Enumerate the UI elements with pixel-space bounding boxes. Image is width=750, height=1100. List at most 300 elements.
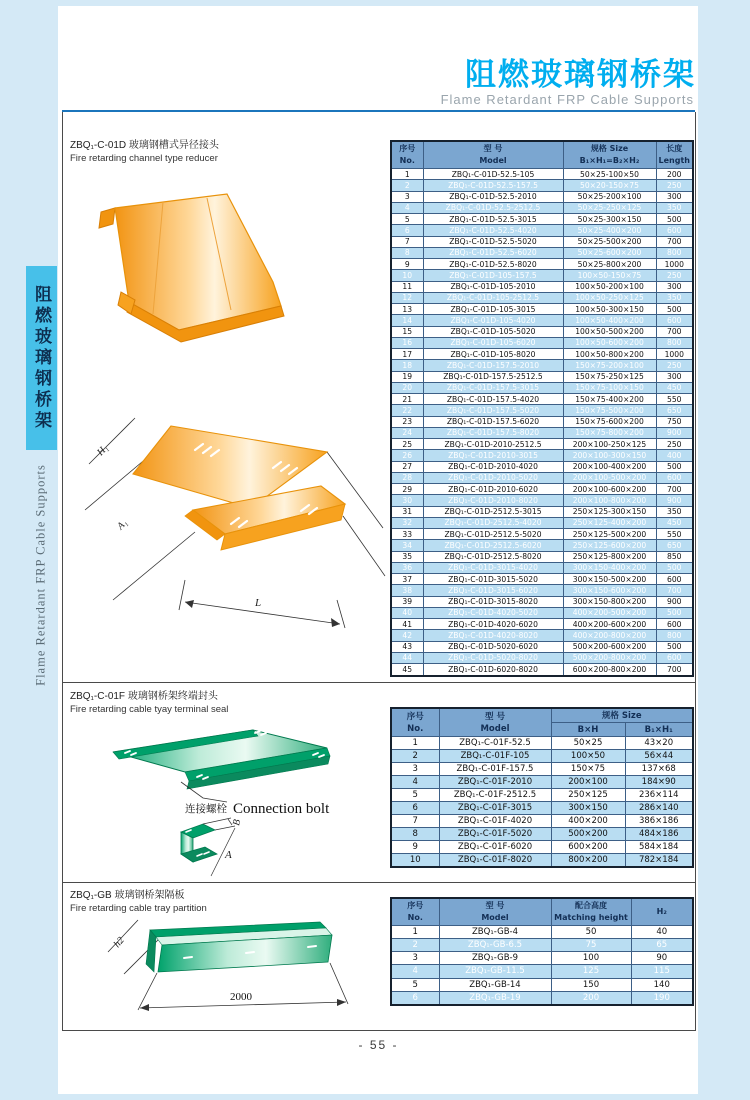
table-cell: 34 (391, 540, 423, 551)
table-cell: ZBQ₁-GB-19 (439, 991, 551, 1005)
callout-cn: 连接螺栓 (185, 803, 227, 815)
col-no (391, 141, 423, 169)
table-cell: 250×125-600×200 (563, 540, 656, 551)
table-cell: 700 (656, 236, 693, 247)
table-cell: ZBQ₁-GB-11.5 (439, 965, 551, 978)
table-cell: 200×100-300×150 (563, 450, 656, 461)
table-cell: 14 (391, 315, 423, 326)
table-row (391, 236, 693, 247)
table-cell: 782×184 (625, 853, 693, 867)
header-text: 序号 (407, 901, 424, 910)
table-cell: 10 (391, 270, 423, 281)
table-row (391, 619, 693, 630)
col-bh: B×H (551, 723, 625, 737)
table-row (391, 762, 693, 775)
table-row (391, 371, 693, 382)
table-cell: 190 (631, 991, 693, 1005)
table-cell: 90 (631, 952, 693, 965)
section3-title-en: Fire retarding cable tray partition (70, 903, 207, 914)
table-cell: 300×150-500×200 (563, 574, 656, 585)
table-cell: 31 (391, 506, 423, 517)
table-cell: 19 (391, 371, 423, 382)
table-row (391, 585, 693, 596)
table-cell: 13 (391, 304, 423, 315)
table-cell: 550 (656, 394, 693, 405)
table-cell: ZBQ₁-C-01D-2512.5-5020 (423, 529, 563, 540)
table-cell: 150×75-800×200 (563, 427, 656, 438)
table-cell: 700 (656, 664, 693, 677)
table-cell: 800×200 (551, 853, 625, 867)
table-header-row (391, 708, 693, 723)
terminal-seal-drawing (85, 722, 390, 880)
table-cell: ZBQ₁-C-01D-157.5-8020 (423, 427, 563, 438)
table-cell: ZBQ₁-C-01D-52.5-105 (423, 169, 563, 180)
table-cell: 6 (391, 801, 439, 814)
table-row (391, 495, 693, 506)
table-cell: 32 (391, 517, 423, 528)
table-cell: 200×100-500×200 (563, 472, 656, 483)
table-cell: ZBQ₁-C-01F-2010 (439, 775, 551, 788)
table-cell: 3 (391, 952, 439, 965)
table-cell: 26 (391, 450, 423, 461)
table-cell: ZBQ₁-C-01D-2512.5-4020 (423, 517, 563, 528)
table-cell: 800 (656, 630, 693, 641)
table-cell: ZBQ₁-C-01D-5020-6020 (423, 641, 563, 652)
table-cell: 150×75-500×200 (563, 405, 656, 416)
table-cell: 500 (656, 641, 693, 652)
table-cell: 8 (391, 247, 423, 258)
table-cell: 400×200-600×200 (563, 619, 656, 630)
table-row (391, 664, 693, 677)
dim-label-h1: H₁ (95, 442, 111, 459)
table-cell: 550 (656, 529, 693, 540)
table-cell: 7 (391, 814, 439, 827)
table-cell: 900 (656, 596, 693, 607)
table-row (391, 439, 693, 450)
table-cell: 30 (391, 495, 423, 506)
col-b1h1: B₁×H₁ (625, 723, 693, 737)
reducer-dimension-drawing (75, 412, 385, 637)
table-cell: 250×125-800×200 (563, 551, 656, 562)
page-title: 阻燃玻璃钢桥架 (465, 57, 696, 92)
arrowhead (331, 618, 340, 627)
table-cell: 250 (656, 270, 693, 281)
table-row (391, 360, 693, 371)
table-cell: ZBQ₁-C-01D-4020-5020 (423, 607, 563, 618)
reducer-spec-table (390, 140, 694, 677)
table-cell: 286×140 (625, 801, 693, 814)
table-row (391, 427, 693, 438)
table-cell: 150×75-200×100 (563, 360, 656, 371)
page-subtitle: Flame Retardant FRP Cable Supports (440, 92, 694, 107)
table-cell: ZBQ₁-C-01F-3015 (439, 801, 551, 814)
table-cell: 300×150-800×200 (563, 596, 656, 607)
table-cell: 37 (391, 574, 423, 585)
table-cell: 4 (391, 775, 439, 788)
table-cell: 600 (656, 225, 693, 236)
table-cell: ZBQ₁-C-01F-105 (439, 749, 551, 762)
header-text: 规格 Size (590, 144, 629, 153)
table-row (391, 191, 693, 202)
table-cell: ZBQ₁-C-01D-3015-5020 (423, 574, 563, 585)
table-cell: 600 (656, 574, 693, 585)
table-cell: 236×114 (625, 788, 693, 801)
header-text: 型 号 (485, 901, 505, 910)
table-cell: ZBQ₁-C-01D-3015-8020 (423, 596, 563, 607)
section-divider-2 (62, 882, 695, 883)
sidebar-title-cn: 阻燃玻璃钢桥架 (26, 266, 57, 450)
arrowhead (140, 1004, 149, 1011)
table-cell: ZBQ₁-C-01F-8020 (439, 853, 551, 867)
table-cell: ZBQ₁-C-01F-52.5 (439, 737, 551, 750)
table-cell: ZBQ₁-C-01D-3015-6020 (423, 585, 563, 596)
table-cell: 200 (551, 991, 631, 1005)
table-cell: ZBQ₁-C-01D-105-5020 (423, 326, 563, 337)
col-length (656, 141, 693, 169)
table-row (391, 749, 693, 762)
table-cell: ZBQ₁-C-01D-157.5-2010 (423, 360, 563, 371)
table-cell: 50×25-600×200 (563, 247, 656, 258)
table-cell: 44 (391, 652, 423, 663)
table-row (391, 801, 693, 814)
table-cell: 9 (391, 259, 423, 270)
table-cell: 17 (391, 349, 423, 360)
table-cell: ZBQ₁-C-01D-2010-6020 (423, 484, 563, 495)
col-size (563, 141, 656, 169)
table-cell: ZBQ₁-GB-14 (439, 978, 551, 991)
table-cell: 2 (391, 180, 423, 191)
table-row (391, 394, 693, 405)
table-cell: 500 (656, 562, 693, 573)
header-text: 序号 (399, 144, 416, 153)
table-cell: 300×150-600×200 (563, 585, 656, 596)
table-cell: ZBQ₁-C-01D-52.5-6020 (423, 247, 563, 258)
table-cell: 600×200 (551, 840, 625, 853)
table-cell: 100×50-800×200 (563, 349, 656, 360)
table-cell: 400×200-800×200 (563, 630, 656, 641)
table-cell: ZBQ₁-C-01D-2512.5-8020 (423, 551, 563, 562)
table-cell: 115 (631, 965, 693, 978)
table-cell: 600 (656, 652, 693, 663)
table-cell: ZBQ₁-C-01D-2512.5-3015 (423, 506, 563, 517)
table-cell: 1 (391, 169, 423, 180)
table-cell: 4 (391, 965, 439, 978)
col-size-group: 规格 Size (551, 708, 693, 723)
header-text: Model (481, 913, 509, 922)
table-cell: 2 (391, 749, 439, 762)
table-cell: 41 (391, 619, 423, 630)
table-row (391, 315, 693, 326)
table-cell: 5 (391, 978, 439, 991)
table-row (391, 965, 693, 978)
table-cell: 800 (656, 337, 693, 348)
table-cell: 850 (656, 551, 693, 562)
section1-title (70, 139, 219, 165)
table-cell: 43 (391, 641, 423, 652)
table-cell: 200×100-250×125 (563, 439, 656, 450)
table-cell: ZBQ₁-C-01D-105-2010 (423, 281, 563, 292)
section1-title-cn: ZBQ₁-C-01D 玻璃钢槽式异径接头 (70, 140, 219, 151)
table-header-row (391, 898, 693, 926)
table-row (391, 259, 693, 270)
table-cell: 500×200-800×200 (563, 652, 656, 663)
col-model (439, 898, 551, 926)
table-cell: ZBQ₁-C-01D-2010-2512.5 (423, 439, 563, 450)
col-h2: H₂ (631, 898, 693, 926)
table-cell: ZBQ₁-C-01D-52.5-2512.5 (423, 202, 563, 213)
table-cell: 350 (656, 292, 693, 303)
table-cell: ZBQ₁-C-01F-2512.5 (439, 788, 551, 801)
table-cell: 29 (391, 484, 423, 495)
table-cell: ZBQ₁-C-01D-2010-5020 (423, 472, 563, 483)
table-cell: 40 (631, 926, 693, 939)
dim-label-b: B (231, 818, 244, 827)
table-cell: 33 (391, 529, 423, 540)
table-row (391, 788, 693, 801)
table-row (391, 775, 693, 788)
table-cell: 1000 (656, 259, 693, 270)
table-cell: ZBQ₁-C-01D-157.5-2512.5 (423, 371, 563, 382)
table-cell: 50×25-100×50 (563, 169, 656, 180)
table-cell: 23 (391, 416, 423, 427)
section3-title-cn: ZBQ₁-GB 玻璃钢桥架隔板 (70, 890, 185, 901)
table-cell: 100×50-200×100 (563, 281, 656, 292)
table-cell: 24 (391, 427, 423, 438)
table-cell: 22 (391, 405, 423, 416)
table-cell: 42 (391, 630, 423, 641)
header-text: Matching height (554, 913, 628, 922)
table-row (391, 562, 693, 573)
table-row (391, 270, 693, 281)
table-cell: ZBQ₁-GB-4 (439, 926, 551, 939)
table-cell: ZBQ₁-C-01F-4020 (439, 814, 551, 827)
section-divider-1 (62, 682, 695, 683)
table-cell: 300 (656, 371, 693, 382)
table-cell: 600 (656, 472, 693, 483)
table-row (391, 225, 693, 236)
table-cell: 484×186 (625, 827, 693, 840)
table-cell: ZBQ₁-C-01D-157.5-6020 (423, 416, 563, 427)
header-text: No. (407, 723, 424, 734)
table-cell: ZBQ₁-C-01D-157.5-4020 (423, 394, 563, 405)
table-cell: 584×184 (625, 840, 693, 853)
table-row (391, 461, 693, 472)
header-text: 序号 (406, 711, 424, 722)
table-cell: ZBQ₁-C-01D-52.5-157.5 (423, 180, 563, 191)
section3-title (70, 889, 207, 915)
header-text: Model (479, 156, 507, 165)
section1-title-en: Fire retarding channel type reducer (70, 153, 218, 164)
table-cell: 50×25 (551, 737, 625, 750)
table-cell: 1 (391, 926, 439, 939)
table-cell: 50×25-200×100 (563, 191, 656, 202)
table-cell: 75 (551, 939, 631, 952)
table-row (391, 574, 693, 585)
table-row (391, 814, 693, 827)
table-cell: 600×200-800×200 (563, 664, 656, 677)
table-cell: 25 (391, 439, 423, 450)
table-cell: 5 (391, 214, 423, 225)
table-row (391, 180, 693, 191)
col-no (391, 708, 439, 737)
table-cell: ZBQ₁-C-01D-52.5-3015 (423, 214, 563, 225)
col-matching-height (551, 898, 631, 926)
table-cell: 500 (656, 461, 693, 472)
table-cell: ZBQ₁-GB-9 (439, 952, 551, 965)
table-cell: 500×200 (551, 827, 625, 840)
table-cell: 150×75-100×150 (563, 382, 656, 393)
reducer-flange-top (99, 208, 115, 228)
table-row (391, 349, 693, 360)
table-row (391, 326, 693, 337)
table-cell: 140 (631, 978, 693, 991)
table-cell: 9 (391, 840, 439, 853)
table-cell: 18 (391, 360, 423, 371)
table-row (391, 405, 693, 416)
table-cell: 100×50-300×150 (563, 304, 656, 315)
table-cell: 750 (656, 416, 693, 427)
table-cell: 36 (391, 562, 423, 573)
table-row (391, 991, 693, 1005)
table-cell: 150×75 (551, 762, 625, 775)
table-cell: 150×75-600×200 (563, 416, 656, 427)
table-cell: 650 (656, 405, 693, 416)
table-cell: 600 (656, 619, 693, 630)
table-cell: 150 (551, 978, 631, 991)
table-row (391, 652, 693, 663)
table-cell: 400 (656, 450, 693, 461)
header-text: Length (658, 156, 690, 165)
table-cell: 100 (551, 952, 631, 965)
table-row (391, 484, 693, 495)
table-cell: ZBQ₁-C-01D-105-6020 (423, 337, 563, 348)
table-cell: 450 (656, 382, 693, 393)
table-cell: 5 (391, 788, 439, 801)
table-cell: 100×50-250×125 (563, 292, 656, 303)
table-cell: 800 (656, 247, 693, 258)
table-cell: ZBQ₁-C-01D-3015-4020 (423, 562, 563, 573)
table-row (391, 169, 693, 180)
table-cell: 11 (391, 281, 423, 292)
page-number: - 55 - (358, 1038, 399, 1052)
table-cell: 100×50 (551, 749, 625, 762)
section2-title-cn: ZBQ₁-C-01F 玻璃钢桥架终端封头 (70, 691, 218, 702)
table-cell: 1 (391, 737, 439, 750)
table-cell: ZBQ₁-GB-6.5 (439, 939, 551, 952)
table-cell: 50×25-800×200 (563, 259, 656, 270)
table-cell: 6 (391, 991, 439, 1005)
sidebar-title-en-text: Flame Retardant FRP Cable Supports (33, 464, 48, 686)
table-cell: 4 (391, 202, 423, 213)
table-cell: 386×186 (625, 814, 693, 827)
table-cell: 250 (656, 180, 693, 191)
table-cell: 50×25-300×150 (563, 214, 656, 225)
table-cell: 500 (656, 607, 693, 618)
table-cell: 28 (391, 472, 423, 483)
table-cell: 200 (656, 169, 693, 180)
table-cell: ZBQ₁-C-01D-2010-8020 (423, 495, 563, 506)
table-row (391, 506, 693, 517)
table-row (391, 202, 693, 213)
table-cell: 10 (391, 853, 439, 867)
table-cell: ZBQ₁-C-01D-2010-3015 (423, 450, 563, 461)
table-cell: 300 (656, 191, 693, 202)
table-cell: 350 (656, 202, 693, 213)
table-cell: 650 (656, 540, 693, 551)
dim-label-a1: A₁ (115, 517, 130, 533)
table-cell: 56×44 (625, 749, 693, 762)
table-cell: 500 (656, 304, 693, 315)
table-cell: 43×20 (625, 737, 693, 750)
table-cell: ZBQ₁-C-01D-52.5-4020 (423, 225, 563, 236)
header-text: No. (407, 913, 423, 922)
table-row (391, 596, 693, 607)
table-cell: 100×50-500×200 (563, 326, 656, 337)
table-cell: 3 (391, 762, 439, 775)
table-cell: 900 (656, 495, 693, 506)
table-cell: 200×100-800×200 (563, 495, 656, 506)
table-cell: 184×90 (625, 775, 693, 788)
table-cell: 250 (656, 439, 693, 450)
table-cell: 700 (656, 585, 693, 596)
table-cell: 20 (391, 382, 423, 393)
col-model (423, 141, 563, 169)
table-cell: 600 (656, 315, 693, 326)
table-cell: 700 (656, 484, 693, 495)
dim-label-a: A (225, 849, 232, 861)
section2-title (70, 690, 228, 716)
table-cell: 12 (391, 292, 423, 303)
arrowhead (185, 600, 194, 608)
table-cell: ZBQ₁-C-01D-52.5-8020 (423, 259, 563, 270)
header-text: 配合高度 (575, 901, 607, 910)
table-header-row (391, 141, 693, 169)
table-cell: ZBQ₁-C-01D-52.5-5020 (423, 236, 563, 247)
table-cell: 150×75-250×125 (563, 371, 656, 382)
partition-drawing (80, 918, 395, 1028)
col-no (391, 898, 439, 926)
table-cell: ZBQ₁-C-01D-157.5-3015 (423, 382, 563, 393)
terminal-seal-spec-table (390, 707, 694, 868)
table-cell: 50×25-500×200 (563, 236, 656, 247)
partition-spec-table (390, 897, 694, 1006)
table-cell: 16 (391, 337, 423, 348)
table-cell: 15 (391, 326, 423, 337)
table-row (391, 939, 693, 952)
table-row (391, 853, 693, 867)
table-row (391, 540, 693, 551)
table-cell: 3 (391, 191, 423, 202)
table-cell: ZBQ₁-C-01D-105-2512.5 (423, 292, 563, 303)
table-cell: 200×100 (551, 775, 625, 788)
table-cell: 1000 (656, 349, 693, 360)
table-cell: 39 (391, 596, 423, 607)
table-row (391, 472, 693, 483)
table-cell: 50×20-150×75 (563, 180, 656, 191)
table-cell: ZBQ₁-C-01D-105-8020 (423, 349, 563, 360)
table-cell: 300×150-400×200 (563, 562, 656, 573)
table-cell: 2 (391, 939, 439, 952)
table-row (391, 840, 693, 853)
table-cell: ZBQ₁-C-01F-6020 (439, 840, 551, 853)
table-cell: ZBQ₁-C-01F-5020 (439, 827, 551, 840)
table-cell: 8 (391, 827, 439, 840)
table-row (391, 416, 693, 427)
header-text: 长度 (666, 144, 683, 153)
table-cell: 100×50-150×75 (563, 270, 656, 281)
table-cell: ZBQ₁-C-01D-4020-8020 (423, 630, 563, 641)
header-text: 型 号 (483, 144, 503, 153)
